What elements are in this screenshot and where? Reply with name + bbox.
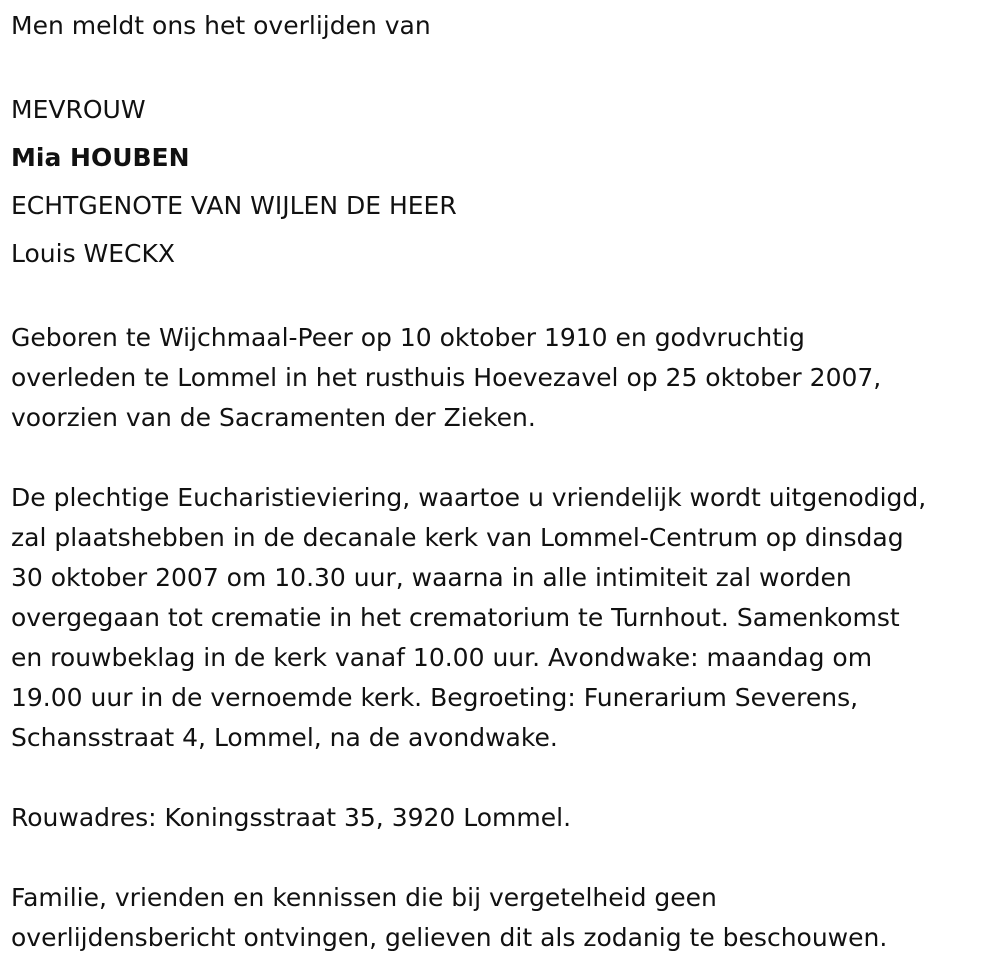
deceased-name: Mia HOUBEN [11, 143, 190, 172]
paragraph-line: Geboren te Wijchmaal-Peer op 10 oktober 1910 en godvruchtig [11, 323, 805, 352]
deceased-title: MEVROUW [11, 95, 146, 124]
spacer [11, 46, 996, 86]
obituary-notice [11, 6, 996, 958]
relation-text: ECHTGENOTE VAN WIJLEN DE HEER [11, 191, 457, 220]
intro-text: Men meldt ons het overlijden van [11, 11, 431, 40]
paragraph-line: De plechtige Eucharistieviering, waartoe u vriendelijk wordt uitgenodigd, [11, 483, 927, 512]
paragraph-line: en rouwbeklag in de kerk vanaf 10.00 uur. Avondwake: maandag om [11, 643, 873, 672]
mourning-address: Rouwadres: Koningsstraat 35, 3920 Lommel. [11, 803, 572, 832]
paragraph-line: zal plaatshebben in de decanale kerk van Lommel-Centrum op dinsdag [11, 523, 904, 552]
spacer [11, 438, 996, 478]
spacer [11, 278, 996, 318]
paragraph-line: overlijdensbericht ontvingen, gelieven dit als zodanig te beschouwen. [11, 923, 888, 952]
paragraph-line: overleden te Lommel in het rusthuis Hoevezavel op 25 oktober 2007, [11, 363, 882, 392]
paragraph-line: 19.00 uur in de vernoemde kerk. Begroeting: Funerarium Severens, [11, 683, 859, 712]
spacer [11, 758, 996, 798]
paragraph-line: voorzien van de Sacramenten der Zieken. [11, 403, 536, 432]
deceased-block [11, 86, 996, 278]
paragraph-line: Schansstraat 4, Lommel, na de avondwake. [11, 723, 558, 752]
paragraph-line: 30 oktober 2007 om 10.30 uur, waarna in alle intimiteit zal worden [11, 563, 852, 592]
spacer [11, 838, 996, 878]
paragraph-line: Familie, vrienden en kennissen die bij vergetelheid geen [11, 883, 717, 912]
ceremony-paragraph [11, 478, 996, 758]
paragraph-line: overgegaan tot crematie in het crematorium te Turnhout. Samenkomst [11, 603, 900, 632]
spouse-name: Louis WECKX [11, 239, 176, 268]
closing-paragraph [11, 878, 996, 958]
birth-death-paragraph [11, 318, 996, 438]
